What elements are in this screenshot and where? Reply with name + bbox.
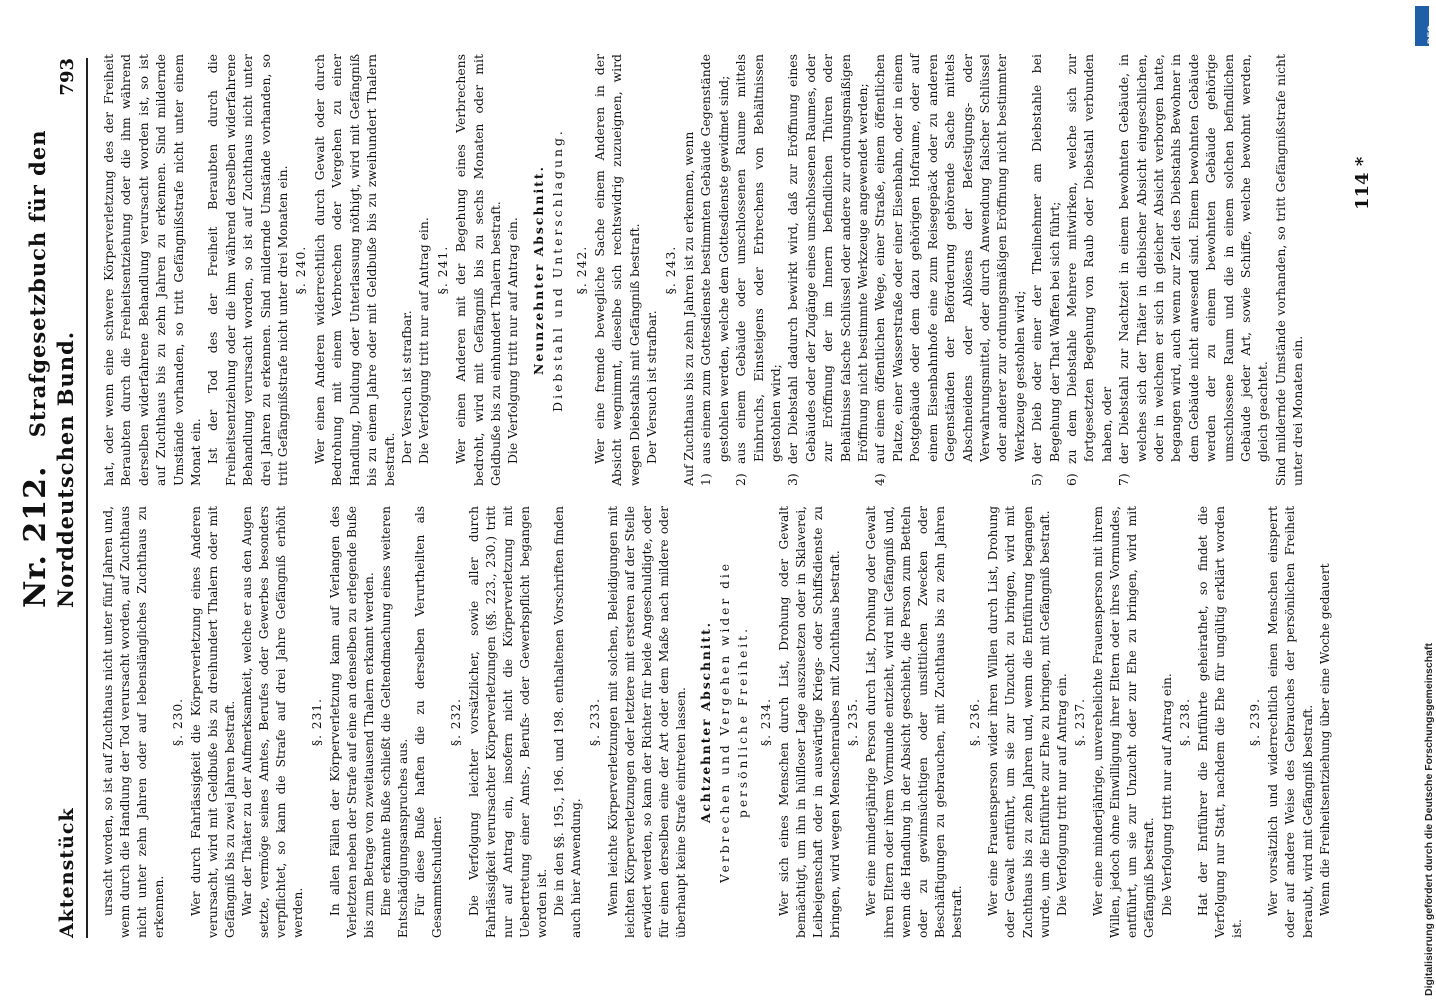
enumerated-item	[1028, 54, 1063, 486]
section-number: §. 230.	[170, 698, 185, 746]
paragraph: Die Verfolgung leichter vorsätzlicher, sowie aller durch Fahrlässigkeit verursachter Körperverletzungen (§§. 223., 230.) tritt nur auf Antrag ein, insofern nicht die Körperverletzung mit Uebertretung einer Amts-, Berufs- oder Gewerbspflicht begangen worden ist.	[466, 506, 550, 938]
paragraph: Wer durch Fahrlässigkeit die Körperverletzung eines Anderen verursacht, wird mit Geldbuße bis zu dreihundert Thalern oder mit Gefängniß bis zu zwei Jahren bestraft.	[188, 506, 237, 938]
paragraph: Wer vorsätzlich und widerrechtlich einen Menschen einsperrt oder auf andere Weise des Gebrauches der persönlichen Freiheit beraubt, wird mit Gefängniß bestraft.	[1266, 506, 1315, 938]
section-number: §. 235.	[846, 698, 861, 746]
page-header	[18, 58, 88, 938]
section-number: §. 241.	[434, 245, 450, 295]
enumerated-item	[697, 54, 732, 486]
item-number: 6)	[1063, 473, 1079, 486]
paragraph: Auf Zuchthaus bis zu zehn Jahren ist zu erkennen, wenn	[681, 131, 696, 486]
paragraph: Hat der Entführer die Entführte geheirathet, so findet die Verfolgung nur Statt, nachdem die Ehe für ungültig erklärt worden ist.	[1195, 506, 1244, 938]
chapter-title: Verbrechen und Vergehen wider die persönliche Freiheit.	[718, 560, 750, 884]
header-title-group	[18, 58, 78, 608]
item-number: 4)	[872, 473, 888, 486]
section-number: §. 240.	[293, 245, 309, 295]
dfg-logo-text: DFG	[1426, 25, 1436, 44]
credit-text: Digitalisierung gefördert durch die Deutsche Forschungsgemeinschaft	[1423, 643, 1435, 996]
section-number: §. 238.	[1177, 698, 1192, 746]
digitization-credit	[1397, 0, 1435, 1000]
paragraph: Die Verfolgung tritt nur auf Antrag ein.	[505, 217, 521, 464]
item-number: 7)	[1116, 473, 1132, 486]
chapter-title: Diebstahl und Unterschlagung.	[550, 128, 566, 412]
paragraph: Die in den §§. 195., 196. und 198. enthaltenen Vorschriften finden auch hier Anwendung.	[552, 506, 584, 938]
page-footer-signature: 114 *	[1352, 156, 1373, 210]
paragraph: Wer einen Anderen mit der Begehung eines Verbrechens bedroht, wird mit Gefängniß bis zu sechs Monaten oder mit Geldbuße bis zu einhundert Thalern bestraft.	[453, 54, 503, 486]
paragraph: Wer sich eines Menschen durch List, Drohung oder Gewalt bemächtigt, um ihn in hülfloser Lage auszusetzen oder in Sklaverei, Leibeigenschaft oder in auswärtige Kriegs- oder Schiffsdienste zu bringen, wird wegen Menschenraubes mit Zuchthaus bestraft.	[776, 506, 843, 938]
enumerated-item	[732, 54, 784, 486]
paragraph: Wenn leichte Körperverletzungen mit solchen, Beleidigungen mit leichten Körperverletzungen oder letztere mit ersteren auf der Stelle erwidert werden, so kann der Richter für beide Angeschuldigte, oder für einen derselben eine der Art oder dem Maße nach mildere oder überhaupt keine Strafe eintreten lassen.	[605, 506, 689, 938]
item-number: 1)	[698, 473, 714, 486]
paragraph: Wer eine Frauensperson wider ihren Willen durch List, Drohung oder Gewalt entführt, um sie zur Unzucht zu bringen, wird mit Zuchthaus bis zu zehn Jahren und, wenn die Entführung begangen wurde, um die Entführte zur Ehe zu bringen, mit Gefängniß bestraft.	[986, 506, 1052, 938]
paragraph: Wer einen Anderen widerrechtlich durch Gewalt oder durch Bedrohung mit einem Verbrechen oder Vergehen zu einer Handlung, Duldung oder Unterlassung nöthigt, wird mit Gefängniß bis zu einem Jahre oder mit Geldbuße bis zu zweihundert Thalern bestraft.	[311, 54, 397, 486]
enumerated-item	[871, 54, 1028, 486]
header-title: Strafgesetzbuch für den Norddeutschen Bund.	[25, 129, 78, 608]
dfg-logo	[1415, 6, 1436, 46]
item-text: aus einem zum Gottesdienste bestimmten Gebäude Gegenstände gestohlen werden, welche dem Gottesdienste gewidmet sind;	[698, 54, 731, 464]
item-number: 2)	[733, 473, 749, 486]
item-number: 3)	[785, 473, 801, 486]
chapter-heading: Neunzehnter Abschnitt.	[530, 165, 546, 375]
item-text: der Diebstahl zur Nachtzeit in einem bewohnten Gebäude, in welches sich der Thäter in diebischer Absicht eingeschlichen, oder in welchem er sich in gleicher Absicht verborgen hatte, begangen wird, auch wenn zur Zeit des Diebstahls Bewohner in dem Gebäude nicht anwesend sind. Einem bewohnten Gebäude werden der zu einem bewohnten Gebäude gehörige umschlossene Raum und die in einem solchen befindlichen Gebäude jeder Art, sowie Schiffe, welche bewohnt werden, gleich geachtet.	[1116, 54, 1271, 464]
item-text: aus einem Gebäude oder umschlossenen Raume mittels Einbruchs, Einsteigens oder Erbrechens von Behältnissen gestohlen wird;	[733, 54, 784, 464]
paragraph: In allen Fällen der Körperverletzung kann auf Verlangen des Verletzten neben der Strafe auf eine an denselben zu erlegende Buße bis zum Betrage von zweitausend Thalern erkannt werden.	[327, 506, 376, 938]
left-text-column	[100, 506, 1334, 938]
paragraph: Der Versuch ist strafbar.	[398, 310, 414, 464]
paragraph: Für diese Buße haften die zu derselben Verurtheilten als Gesammtschuldner.	[413, 506, 445, 938]
section-number: §. 233.	[587, 698, 602, 746]
section-number: §. 243.	[662, 245, 678, 295]
section-number: §. 239.	[1248, 698, 1263, 746]
paragraph: Sind mildernde Umstände vorhanden, so tritt Gefängnißstrafe nicht unter drei Monaten ein.	[1272, 54, 1306, 486]
item-text: der Diebstahl dadurch bewirkt wird, daß zur Eröffnung eines Gebäudes oder der Zugänge eines umschlossenen Raumes, oder zur Eröffnung der im Innern befindlichen Thüren oder Behältnisse falsche Schlüssel oder andere zur ordnungsmäßigen Eröffnung nicht bestimmte Werkzeuge angewendet werden;	[785, 54, 871, 464]
section-number: §. 236.	[968, 698, 983, 746]
paragraph: hat, oder wenn eine schwere Körperverletzung des der Freiheit Beraubten durch die Freiheitsentziehung oder die ihm während derselben widerfahrene Behandlung verursacht worden ist, so ist auf Zuchthaus bis zu zehn Jahren zu erkennen. Sind mildernde Umstände vorhanden, so tritt Gefängnißstrafe nicht unter einem Monat ein.	[101, 54, 204, 486]
paragraph: Die Verfolgung tritt nur auf Antrag ein.	[416, 217, 432, 464]
paragraph: Wer eine minderjährige Person durch List, Drohung oder Gewalt ihren Eltern oder ihrem Vormunde entzieht, wird mit Gefängniß und, wenn die Handlung in der Absicht geschieht, die Person zum Betteln oder zu gewinnsüchtigen oder unsittlichen Zwecken oder Beschäftigungen zu gebrauchen, mit Zuchthaus bis zu zehn Jahren bestraft.	[864, 506, 964, 938]
section-number: §. 232.	[448, 698, 463, 746]
header-document-number: Nr. 212.	[18, 465, 53, 608]
enumerated-item	[784, 54, 871, 486]
enumerated-item	[1063, 54, 1115, 486]
paragraph: ursacht worden, so ist auf Zuchthaus nicht unter fünf Jahren und, wenn durch die Handlung der Tod verursacht worden, auf Zuchthaus nicht unter zehn Jahren oder auf lebenslängliches Zuchthaus zu erkennen.	[101, 506, 167, 938]
section-number: §. 231.	[309, 698, 324, 746]
paragraph: Die Verfolgung tritt nur auf Antrag ein.	[1054, 673, 1069, 916]
item-text: auf einem öffentlichen Wege, einer Straße, einem öffentlichen Platze, einer Wasserstraße oder einer Eisenbahn, oder in einem Postgebäude oder dem dazu gehörigen Hofraume, oder auf einem Eisenbahnhofe eine zum Reisegepäck oder zu anderen Gegenständen der Beförderung gehörende Sache mittels Abschneidens oder Ablösens der Befestigungs- oder Verwahrungsmittel, oder durch Anwendung falscher Schlüssel oder anderer zur ordnungsmäßigen Eröffnung nicht bestimmter Werkzeuge gestohlen wird;	[872, 54, 1027, 464]
section-number: §. 242.	[573, 245, 589, 295]
paragraph: Wenn die Freiheitsentziehung über eine Woche gedauert	[1317, 563, 1332, 916]
item-number: 5)	[1029, 473, 1045, 486]
paragraph: Wer eine minderjährige, unverehelichte Frauensperson mit ihrem Willen, jedoch ohne Einwilligung ihrer Eltern oder ihres Vormundes, entführt, um sie zur Unzucht oder zur Ehe zu bringen, wird mit Gefängniß bestraft.	[1091, 506, 1157, 938]
item-text: der Dieb oder einer der Theilnehmer am Diebstahle bei Begehung der That Waffen bei sich führt;	[1029, 54, 1062, 464]
page-number: 793	[57, 58, 78, 96]
paragraph: Ist der Tod des der Freiheit Beraubten durch die Freiheitsentziehung oder die ihm während derselben widerfahrene Behandlung verursacht worden, so ist auf Zuchthaus nicht unter drei Jahren zu erkennen. Sind mildernde Umstände vorhanden, so tritt Gefängnißstrafe nicht unter drei Monaten ein.	[205, 54, 291, 486]
header-document-label: Aktenstück	[56, 807, 78, 938]
right-text-column	[100, 54, 1307, 486]
paragraph: Die Verfolgung tritt nur auf Antrag ein.	[1159, 673, 1174, 916]
paragraph: Der Versuch ist strafbar.	[644, 310, 660, 464]
section-number: §. 237.	[1072, 698, 1087, 746]
enumerated-item	[1115, 54, 1272, 486]
paragraph: War der Thäter zu der Aufmerksamkeit, welche er aus den Augen setzte, vermöge seines Amtes, Berufes oder Gewerbes besonders verpflichtet, so kann die Strafe auf drei Jahre Gefängniß erhöht werden.	[240, 506, 306, 938]
paragraph: Eine erkannte Buße schließt die Geltendmachung eines weiteren Entschädigungsanspruches aus.	[379, 506, 411, 938]
chapter-heading: Achtzehnter Abschnitt.	[699, 621, 714, 823]
section-number: §. 234.	[758, 698, 773, 746]
paragraph: Wer eine fremde bewegliche Sache einem Anderen in der Absicht wegnimmt, dieselbe sich rechtswidrig zuzueignen, wird wegen Diebstahls mit Gefängniß bestraft.	[591, 54, 642, 486]
item-text: zu dem Diebstahle Mehrere mitwirken, welche sich zur fortgesetzten Begehung von Raub oder Diebstahl verbunden haben, oder	[1063, 54, 1114, 464]
